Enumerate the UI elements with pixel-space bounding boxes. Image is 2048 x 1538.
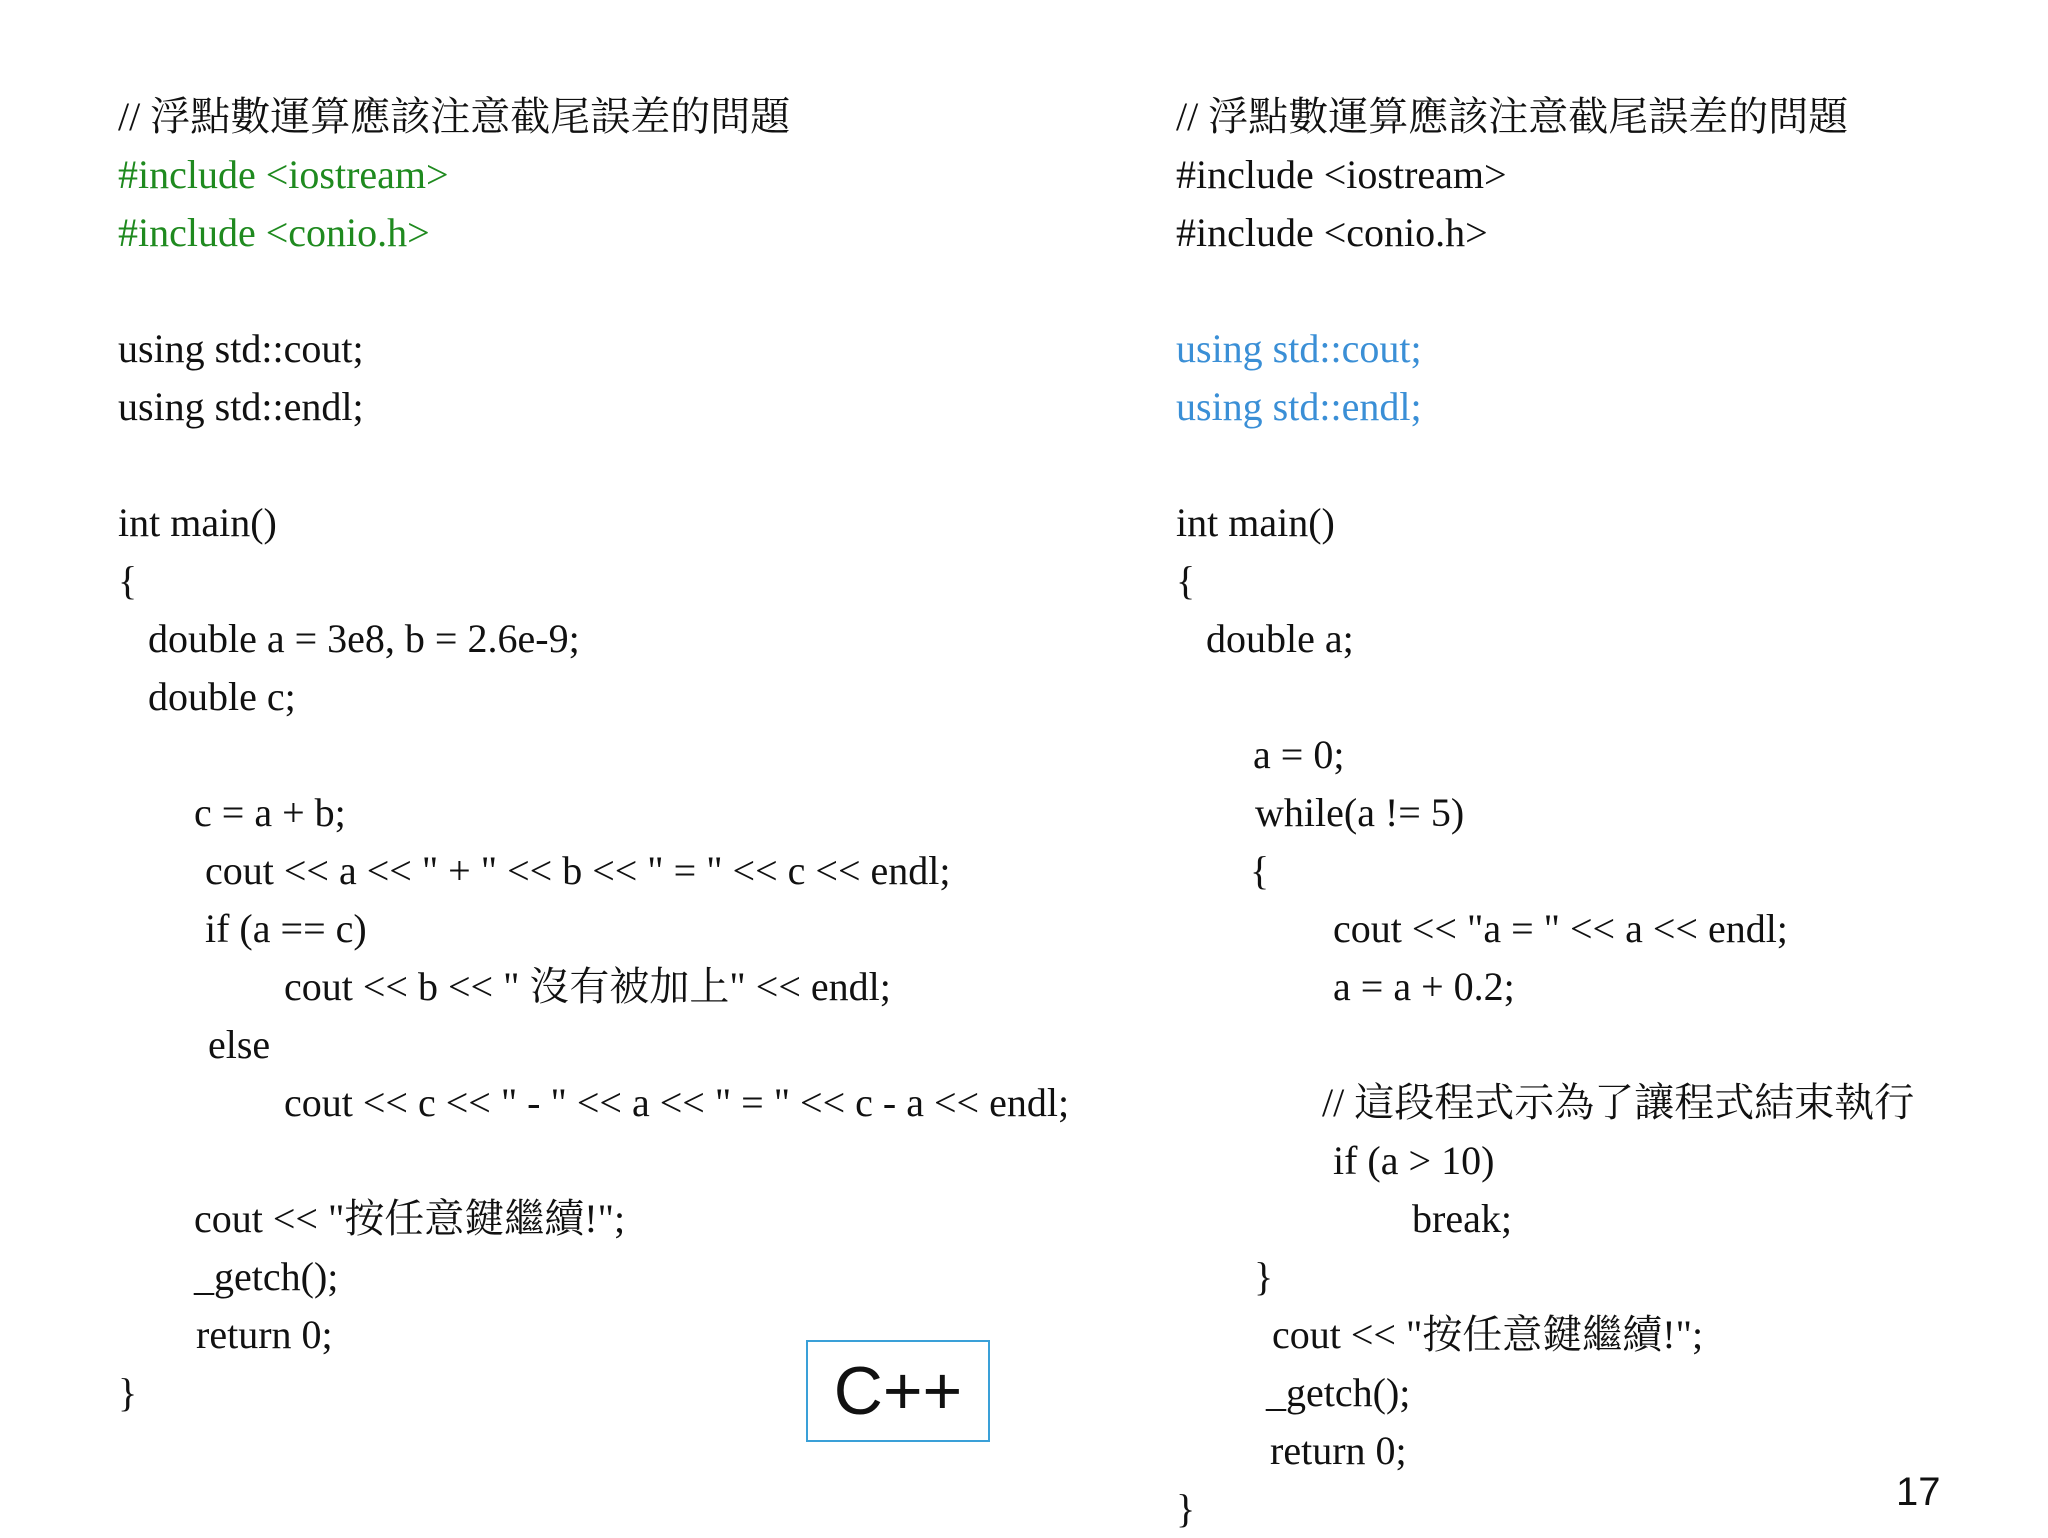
code-line: {: [1250, 848, 1270, 893]
code-line: c = a + b;: [194, 790, 346, 835]
code-line: {: [118, 558, 138, 603]
code-line: {: [1176, 558, 1196, 603]
code-line: }: [1254, 1254, 1274, 1299]
code-line: int main(): [118, 500, 277, 545]
code-line: cout << b << " 沒有被加上" << endl;: [284, 964, 891, 1009]
page-number: 17: [1896, 1470, 1941, 1514]
code-line: cout << "a = " << a << endl;: [1333, 906, 1788, 951]
code-line: cout << a << " + " << b << " = " << c << endl;: [205, 848, 951, 893]
code-line: if (a == c): [205, 906, 367, 951]
code-line: a = a + 0.2;: [1333, 964, 1515, 1009]
code-line: return 0;: [1270, 1428, 1407, 1473]
code-line: a = 0;: [1253, 732, 1345, 777]
code-line: double c;: [148, 674, 296, 719]
code-line: using std::cout;: [118, 326, 364, 371]
code-line: cout << c << " - " << a << " = " << c - a << endl;: [284, 1080, 1070, 1125]
code-comment: // 這段程式示為了讓程式結束執行: [1322, 1080, 1915, 1125]
language-badge: C++: [806, 1340, 990, 1442]
code-include: #include <conio.h>: [118, 210, 430, 255]
code-line: double a = 3e8, b = 2.6e-9;: [148, 616, 580, 661]
code-line: double a;: [1206, 616, 1354, 661]
code-line: return 0;: [196, 1312, 333, 1357]
code-line: while(a != 5): [1255, 790, 1465, 835]
code-line: cout << "按任意鍵繼續!";: [1272, 1312, 1704, 1357]
code-line: using std::endl;: [1176, 384, 1422, 429]
code-line: _getch();: [1266, 1370, 1411, 1415]
code-line: using std::endl;: [118, 384, 364, 429]
code-include: #include <iostream>: [118, 152, 449, 197]
code-comment: // 浮點數運算應該注意截尾誤差的問題: [118, 94, 791, 139]
code-line: }: [118, 1370, 138, 1415]
code-line: using std::cout;: [1176, 326, 1422, 371]
code-line: break;: [1412, 1196, 1512, 1241]
code-comment: // 浮點數運算應該注意截尾誤差的問題: [1176, 94, 1849, 139]
code-include: #include <conio.h>: [1176, 210, 1488, 255]
code-line: cout << "按任意鍵繼續!";: [194, 1196, 626, 1241]
code-line: }: [1176, 1486, 1196, 1531]
code-line: int main(): [1176, 500, 1335, 545]
code-include: #include <iostream>: [1176, 152, 1507, 197]
code-line: else: [208, 1022, 271, 1067]
code-line: _getch();: [194, 1254, 339, 1299]
code-line: if (a > 10): [1333, 1138, 1495, 1183]
